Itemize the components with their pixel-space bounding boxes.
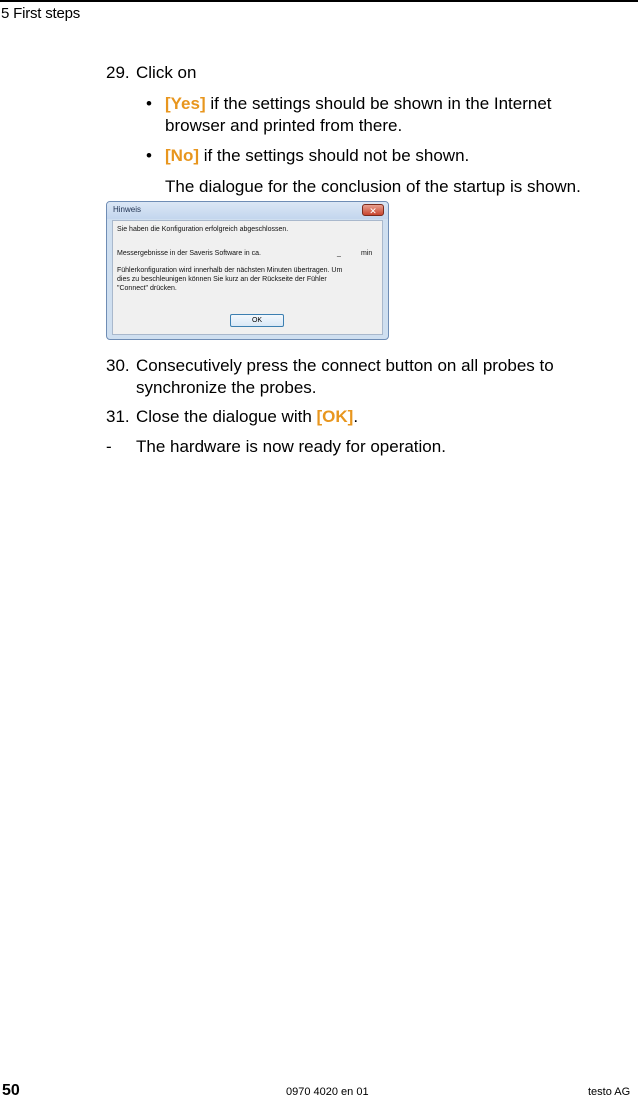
step-number: 29. xyxy=(106,63,130,82)
dialog-line-2: Messergebnisse in der Saveris Software in ca. xyxy=(117,250,261,257)
dialog-body xyxy=(112,220,383,335)
page-number: 50 xyxy=(2,1082,20,1099)
step-text: Consecutively press the connect button on all probes to xyxy=(136,356,554,375)
ok-key: [OK] xyxy=(316,407,354,426)
section-title: 5 First steps xyxy=(1,5,81,22)
step-31-post: . xyxy=(353,407,359,426)
bullet-yes-line2: browser and printed from there. xyxy=(165,116,403,135)
bullet-yes-line1: if the settings should be shown in the Internet xyxy=(205,94,552,113)
bullet-yes xyxy=(165,93,625,115)
step-31 xyxy=(106,406,359,428)
bullet-no xyxy=(165,145,625,167)
bullet-no-line1: if the settings should not be shown. xyxy=(198,146,470,165)
step-text: synchronize the probes. xyxy=(136,378,317,397)
bullet-symbol: • xyxy=(146,146,152,165)
step-31-pre: Close the dialogue with xyxy=(136,407,317,426)
dialog-line-5: "Connect" drücken. xyxy=(117,285,177,292)
step-number: 31. xyxy=(106,407,130,426)
ok-button[interactable]: OK xyxy=(230,314,284,327)
result-dash: - xyxy=(106,437,112,456)
yes-key: [Yes] xyxy=(165,94,206,113)
step-text xyxy=(136,406,616,428)
close-icon[interactable]: ✕ xyxy=(362,204,384,216)
dialog-line-3: Fühlerkonfiguration wird innerhalb der nächsten Minuten übertragen. Um xyxy=(117,267,343,274)
bullet-symbol: • xyxy=(146,94,152,113)
step-number: 30. xyxy=(106,356,130,375)
dialog-value: _ xyxy=(337,250,341,257)
header-rule xyxy=(0,0,638,2)
dialog-screenshot xyxy=(106,201,389,340)
dialog-titlebar xyxy=(107,202,388,219)
result-text: The hardware is now ready for operation. xyxy=(136,437,446,456)
step-text: Click on xyxy=(136,63,197,82)
doc-number: 0970 4020 en 01 xyxy=(286,1086,369,1098)
dialog-line-4: dies zu beschleunigen können Sie kurz an der Rückseite der Fühler xyxy=(117,276,327,283)
step-30-line2 xyxy=(106,377,317,399)
company-name: testo AG xyxy=(588,1086,631,1098)
dialog-line-1: Sie haben die Konfiguration erfolgreich abgeschlossen. xyxy=(117,226,289,233)
step-29 xyxy=(106,62,197,84)
info-line: The dialogue for the conclusion of the startup is shown. xyxy=(165,177,581,196)
dialog-unit: min xyxy=(361,250,373,257)
step-30 xyxy=(106,355,554,377)
dialog-title: Hinweis xyxy=(113,205,142,214)
no-key: [No] xyxy=(165,146,199,165)
